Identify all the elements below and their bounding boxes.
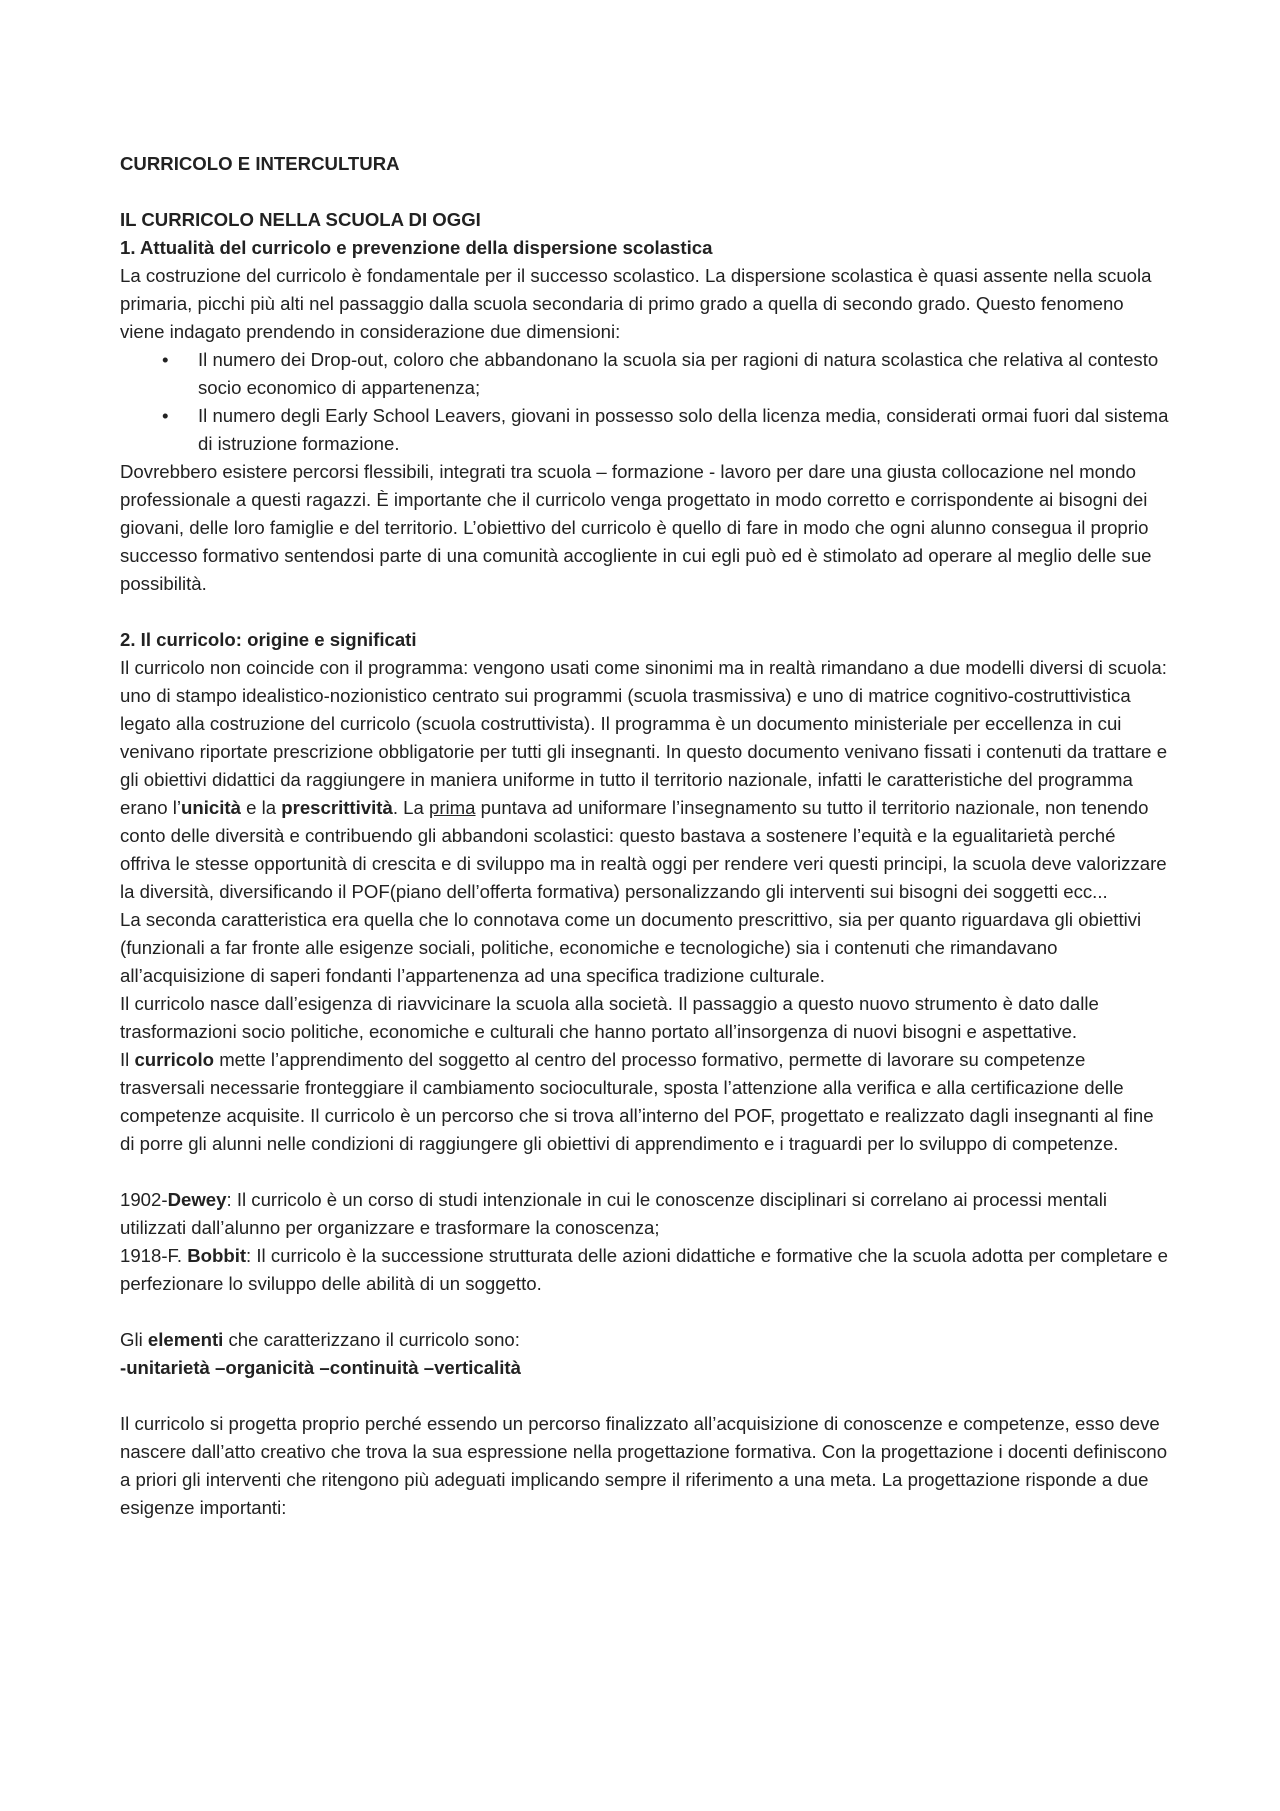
spacer xyxy=(120,1158,1170,1186)
elements-list: -unitarietà –organicità –continuità –verticalità xyxy=(120,1357,521,1378)
section-heading: IL CURRICOLO NELLA SCUOLA DI OGGI xyxy=(120,209,481,230)
s1-bullet-list xyxy=(120,346,1170,458)
bobbit-definition: 1918-F. Bobbit: Il curricolo è la successione strutturata delle azioni didattiche e formative che la scuola adotta per completare e perfezionare lo sviluppo delle abilità di un soggetto. xyxy=(120,1245,1168,1294)
s2-paragraph-2: La seconda caratteristica era quella che lo connotava come un documento prescrittivo, sia per quanto riguardava gli obiettivi (funzionali a far fronte alle esigenze sociali, politiche, economiche e tecnologiche) sia i contenuti che rimandavano all’acquisizione di saperi fondanti l’appartenenza ad una specifica tradizione culturale. xyxy=(120,909,1142,986)
spacer xyxy=(120,1382,1170,1410)
spacer xyxy=(120,178,1170,206)
s2-paragraph-5: Il curricolo si progetta proprio perché essendo un percorso finalizzato all’acquisizione di conoscenze e competenze, esso deve nascere dall’atto creativo che trova la sua espressione nella progettazione formativa. Con la progettazione i docenti definiscono a priori gli interventi che ritengono più adeguati implicando sempre il riferimento a una meta. La progettazione risponde a due esigenze importanti: xyxy=(120,1413,1168,1518)
document-title: CURRICOLO E INTERCULTURA xyxy=(120,153,400,174)
s2-paragraph-1: Il curricolo non coincide con il programma: vengono usati come sinonimi ma in realtà rimandano a due modelli diversi di scuola: uno di stampo idealistico-nozionistico centrato sui programmi (scuola trasmissiva) e uno di matrice cognitivo-costruttivistica legato alla costruzione del curricolo (scuola costruttivista). Il programma è un documento ministeriale per eccellenza in cui venivano riportate prescrizione obbligatorie per tutti gli insegnanti. In questo documento venivano fissati i contenuti da trattare e gli obiettivi didattici da raggiungere in maniera uniforme in tutto il territorio nazionale, infatti le caratteristiche del programma erano l’unicità e la prescrittività. La prima puntava ad uniformare l’insegnamento su tutto il territorio nazionale, non tenendo conto delle diversità e contribuendo gli abbandoni scolastici: questo bastava a sostenere l’equità e la egualitarietà perché offriva le stesse opportunità di crescita e di sviluppo ma in realtà oggi per rendere veri questi principi, la scuola deve valorizzare la diversità, diversificando il POF(piano dell’offerta formativa) personalizzando gli interventi sui bisogni dei soggetti ecc... xyxy=(120,657,1168,902)
list-item: • Il numero dei Drop-out, coloro che abbandonano la scuola sia per ragioni di natura scolastica che relativa al contesto socio economico di appartenenza; xyxy=(120,346,1170,402)
spacer xyxy=(120,598,1170,626)
spacer xyxy=(120,1298,1170,1326)
document-page xyxy=(120,150,1170,1522)
dewey-definition: 1902-Dewey: Il curricolo è un corso di studi intenzionale in cui le conoscenze disciplinari si correlano ai processi mentali utilizzati dall’alunno per organizzare e trasformare la conoscenza; xyxy=(120,1189,1108,1238)
s1-heading: 1. Attualità del curricolo e prevenzione della dispersione scolastica xyxy=(120,237,713,258)
s1-closing: Dovrebbero esistere percorsi flessibili, integrati tra scuola – formazione - lavoro per dare una giusta collocazione nel mondo professionale a questi ragazzi. È importante che il curricolo venga progettato in modo corretto e corrispondente ai bisogni dei giovani, delle loro famiglie e del territorio. L’obiettivo del curricolo è quello di fare in modo che ogni alunno consegua il proprio successo formativo sentendosi parte di una comunità accogliente in cui egli può ed è stimolato ad operare al meglio delle sue possibilità. xyxy=(120,461,1152,594)
elements-intro: Gli elementi che caratterizzano il curricolo sono: xyxy=(120,1329,520,1350)
s1-intro: La costruzione del curricolo è fondamentale per il successo scolastico. La dispersione scolastica è quasi assente nella scuola primaria, picchi più alti nel passaggio dalla scuola secondaria di primo grado a quella di secondo grado. Questo fenomeno viene indagato prendendo in considerazione due dimensioni: xyxy=(120,265,1152,342)
bullet-icon: • xyxy=(162,405,169,426)
list-item: • Il numero degli Early School Leavers, giovani in possesso solo della licenza media, considerati ormai fuori dal sistema di istruzione formazione. xyxy=(120,402,1170,458)
s2-paragraph-4: Il curricolo mette l’apprendimento del soggetto al centro del processo formativo, permette di lavorare su competenze trasversali necessarie fronteggiare il cambiamento socioculturale, sposta l’attenzione alla verifica e alla certificazione delle competenze acquisite. Il curricolo è un percorso che si trova all’interno del POF, progettato e realizzato dagli insegnanti al fine di porre gli alunni nelle condizioni di raggiungere gli obiettivi di apprendimento e i traguardi per lo sviluppo di competenze. xyxy=(120,1049,1154,1154)
s2-paragraph-3: Il curricolo nasce dall’esigenza di riavvicinare la scuola alla società. Il passaggio a questo nuovo strumento è dato dalle trasformazioni socio politiche, economiche e culturali che hanno portato all’insorgenza di nuovi bisogni e aspettative. xyxy=(120,993,1099,1042)
s2-heading: 2. Il curricolo: origine e significati xyxy=(120,629,417,650)
bullet-icon: • xyxy=(162,349,169,370)
